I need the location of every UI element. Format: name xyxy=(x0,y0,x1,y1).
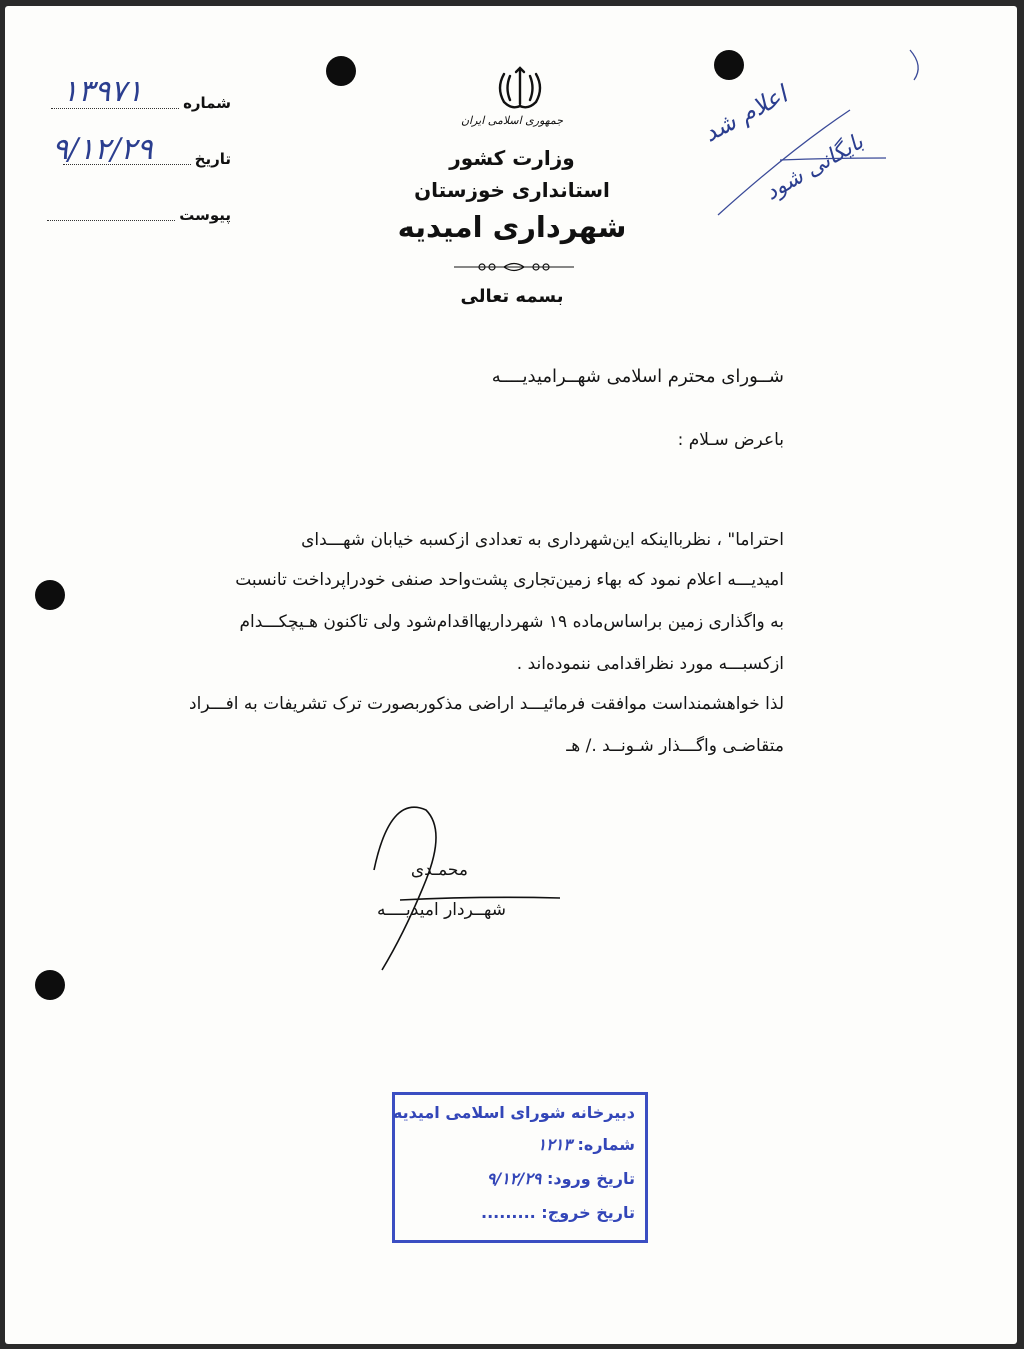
paragraph-line: ازکسبـــه مورد نظراقدامی ننموده‌اند . xyxy=(516,654,784,674)
stamp-entry-value: ۹/۱۲/۲۹ xyxy=(486,1169,542,1188)
paragraph-line: لذا خواهشمنداست موافقت فرمائیـــد اراضی مذکوربصورت ترک تشریفات به افـــراد xyxy=(189,694,784,714)
date-label: تاریخ xyxy=(194,150,231,168)
ornament-divider xyxy=(452,260,576,274)
punch-hole xyxy=(35,970,65,1000)
stamp-exit-label: تاریخ خروج: xyxy=(541,1203,635,1222)
ministry-title: وزارت کشور xyxy=(449,146,575,170)
stamp-entry-label: تاریخ ورود: xyxy=(546,1169,635,1188)
bismillah: بسمه تعالی xyxy=(460,286,564,307)
greeting-line: باعرض سـلام : xyxy=(677,430,784,450)
annotation-note-1: اعلام شد xyxy=(698,80,792,148)
municipality-title: شهرداری امیدیه xyxy=(397,210,627,244)
paragraph-line: احتراما" ، نظربااینکه این‌شهرداری به تعدادی ازکسبه خیابان شهـــدای xyxy=(301,530,784,550)
recipient-line: شــورای محترم اسلامی شهــرامیدیــــه xyxy=(491,366,784,387)
stamp-number xyxy=(538,1135,635,1154)
punch-hole xyxy=(35,580,65,610)
annotation-note-2: بایگانی شود xyxy=(761,129,868,206)
signer-name: محمـدی xyxy=(410,860,468,880)
paragraph-line: به واگذاری زمین براساس‌ماده ۱۹ شهرداریهااقدام‌شود ولی تاکنون هـیچکـــدام xyxy=(239,612,784,632)
paragraph-line: متقاضـی واگـــذار شـونــد ./ هـ xyxy=(566,736,784,756)
date-value: ۹/۱۲/۲۹ xyxy=(52,132,153,167)
stamp-number-label: شماره: xyxy=(577,1135,635,1154)
signature-stroke xyxy=(360,800,570,980)
signer-title: شهــردار امیدیــــه xyxy=(377,900,506,920)
punch-hole xyxy=(326,56,356,86)
number-label: شماره xyxy=(183,94,231,112)
number-value: ۱۳۹۷۱ xyxy=(62,74,143,109)
emblem-caption: جمهوری اسلامی ایران xyxy=(460,114,564,127)
stamp-entry-date xyxy=(487,1169,635,1188)
stamp-title: دبیرخانه شورای اسلامی امیدیه xyxy=(392,1103,635,1122)
governorate-title: استانداری خوزستان xyxy=(414,178,610,202)
number-field xyxy=(183,94,231,112)
iran-emblem-icon xyxy=(494,66,546,112)
council-stamp xyxy=(392,1092,648,1243)
annotation-strokes xyxy=(700,40,940,230)
attachment-label: پیوست xyxy=(179,206,231,224)
stamp-number-value: ۱۲۱۳ xyxy=(537,1135,572,1154)
paragraph-line: امیدیـــه اعلام نمود که بهاء زمین‌تجاری پشت‌واحد صنفی خودراپرداخت تانسبت xyxy=(235,570,784,590)
stamp-exit-date: تاریخ خروج: ......... xyxy=(481,1203,635,1222)
